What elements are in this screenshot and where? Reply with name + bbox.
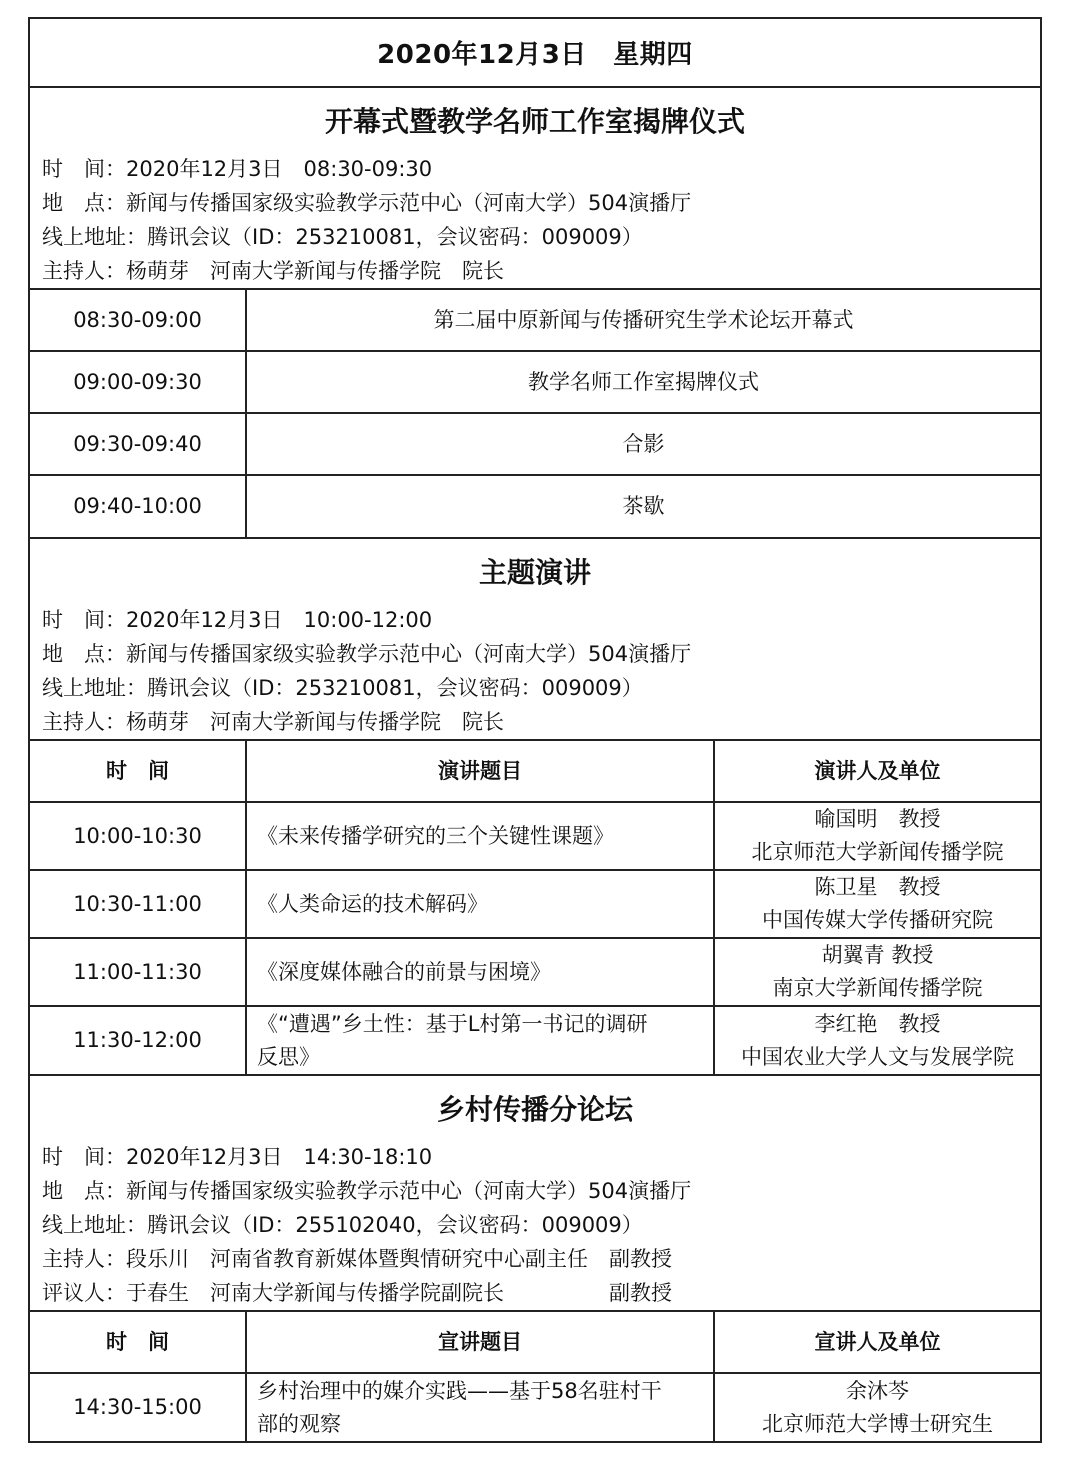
time-cell: 10:00-10:30 (30, 802, 246, 870)
time-cell: 09:40-10:00 (30, 475, 246, 537)
speaker-unit: 中国传媒大学传播研究院 (762, 908, 993, 932)
speaker-unit: 北京师范大学新闻传播学院 (751, 840, 1004, 864)
topic-cell: 《人类命运的技术解码》 (246, 870, 714, 938)
speaker-cell (714, 938, 1040, 1006)
table-row (30, 289, 1040, 351)
section-header (30, 88, 1040, 288)
table-row (30, 413, 1040, 475)
section-title: 开幕式暨教学名师工作室揭牌仪式 (324, 105, 745, 138)
header-time: 时 间 (30, 1311, 246, 1373)
info-online: 线上地址：腾讯会议（ID：255102040，会议密码：009009） (42, 1213, 643, 1237)
speaker-name: 喻国明 教授 (814, 807, 941, 831)
info-location: 地 点：新闻与传播国家级实验教学示范中心（河南大学）504演播厅 (42, 1179, 692, 1203)
header-speaker: 演讲人及单位 (714, 740, 1040, 802)
header-time: 时 间 (30, 740, 246, 802)
speaker-unit: 南京大学新闻传播学院 (772, 976, 983, 1000)
info-host: 主持人：段乐川 河南省教育新媒体暨舆情研究中心副主任 副教授 (42, 1247, 672, 1271)
section-header (30, 1076, 1040, 1310)
forum-table (30, 1310, 1040, 1441)
speaker-name: 李红艳 教授 (814, 1011, 941, 1036)
time-cell: 11:30-12:00 (30, 1006, 246, 1074)
topic-line: 《“遭遇”乡土性：基于L村第一书记的调研 (257, 1011, 648, 1036)
info-time: 时 间：2020年12月3日 08:30-09:30 (42, 157, 433, 181)
time-cell: 09:00-09:30 (30, 351, 246, 413)
header-speaker: 宣讲人及单位 (714, 1311, 1040, 1373)
time-cell: 14:30-15:00 (30, 1373, 246, 1441)
item-cell: 茶歇 (246, 475, 1040, 537)
speaker-cell (714, 802, 1040, 870)
item-cell: 教学名师工作室揭牌仪式 (246, 351, 1040, 413)
section-title: 乡村传播分论坛 (436, 1093, 633, 1126)
topic-line: 部的观察 (257, 1411, 341, 1436)
section-keynote (30, 539, 1040, 1076)
topic-line: 乡村治理中的媒介实践——基于58名驻村干 (257, 1378, 662, 1403)
topic-line: 反思》 (257, 1044, 320, 1069)
info-time: 时 间：2020年12月3日 14:30-18:10 (42, 1145, 433, 1169)
section-opening (30, 88, 1040, 539)
info-time: 时 间：2020年12月3日 10:00-12:00 (42, 608, 433, 632)
topic-cell (246, 1006, 714, 1074)
info-online: 线上地址：腾讯会议（ID：253210081，会议密码：009009） (42, 225, 643, 249)
schedule-sheet (28, 17, 1042, 1443)
speaker-unit: 北京师范大学博士研究生 (762, 1411, 993, 1436)
item-cell: 合影 (246, 413, 1040, 475)
table-row (30, 475, 1040, 537)
table-row (30, 1373, 1040, 1441)
time-cell: 10:30-11:00 (30, 870, 246, 938)
time-cell: 09:30-09:40 (30, 413, 246, 475)
info-online: 线上地址：腾讯会议（ID：253210081，会议密码：009009） (42, 676, 643, 700)
speaker-unit: 中国农业大学人文与发展学院 (741, 1044, 1014, 1069)
info-reviewer: 评议人：于春生 河南大学新闻与传播学院副院长 副教授 (42, 1281, 672, 1305)
topic-cell (246, 1373, 714, 1441)
speaker-name: 胡翼青 教授 (821, 943, 934, 967)
header-topic: 宣讲题目 (246, 1311, 714, 1373)
topic-cell: 《深度媒体融合的前景与困境》 (246, 938, 714, 1006)
speaker-name: 陈卫星 教授 (814, 875, 941, 899)
table-header-row (30, 740, 1040, 802)
day-title: 2020年12月3日 星期四 (30, 19, 1040, 88)
table-header-row (30, 1311, 1040, 1373)
header-topic: 演讲题目 (246, 740, 714, 802)
section-title: 主题演讲 (478, 556, 591, 589)
table-row (30, 802, 1040, 870)
time-cell: 11:00-11:30 (30, 938, 246, 1006)
section-header (30, 539, 1040, 739)
table-row (30, 351, 1040, 413)
opening-table (30, 288, 1040, 537)
info-host: 主持人：杨萌芽 河南大学新闻与传播学院 院长 (42, 710, 504, 734)
time-cell: 08:30-09:00 (30, 289, 246, 351)
info-location: 地 点：新闻与传播国家级实验教学示范中心（河南大学）504演播厅 (42, 191, 692, 215)
topic-cell: 《未来传播学研究的三个关键性课题》 (246, 802, 714, 870)
info-location: 地 点：新闻与传播国家级实验教学示范中心（河南大学）504演播厅 (42, 642, 692, 666)
info-host: 主持人：杨萌芽 河南大学新闻与传播学院 院长 (42, 259, 504, 283)
speaker-cell (714, 1006, 1040, 1074)
keynote-table (30, 739, 1040, 1074)
section-rural-forum (30, 1076, 1040, 1441)
table-row (30, 1006, 1040, 1074)
table-row (30, 870, 1040, 938)
speaker-cell (714, 870, 1040, 938)
speaker-name: 余沐芩 (846, 1378, 909, 1403)
table-row (30, 938, 1040, 1006)
item-cell: 第二届中原新闻与传播研究生学术论坛开幕式 (246, 289, 1040, 351)
speaker-cell (714, 1373, 1040, 1441)
